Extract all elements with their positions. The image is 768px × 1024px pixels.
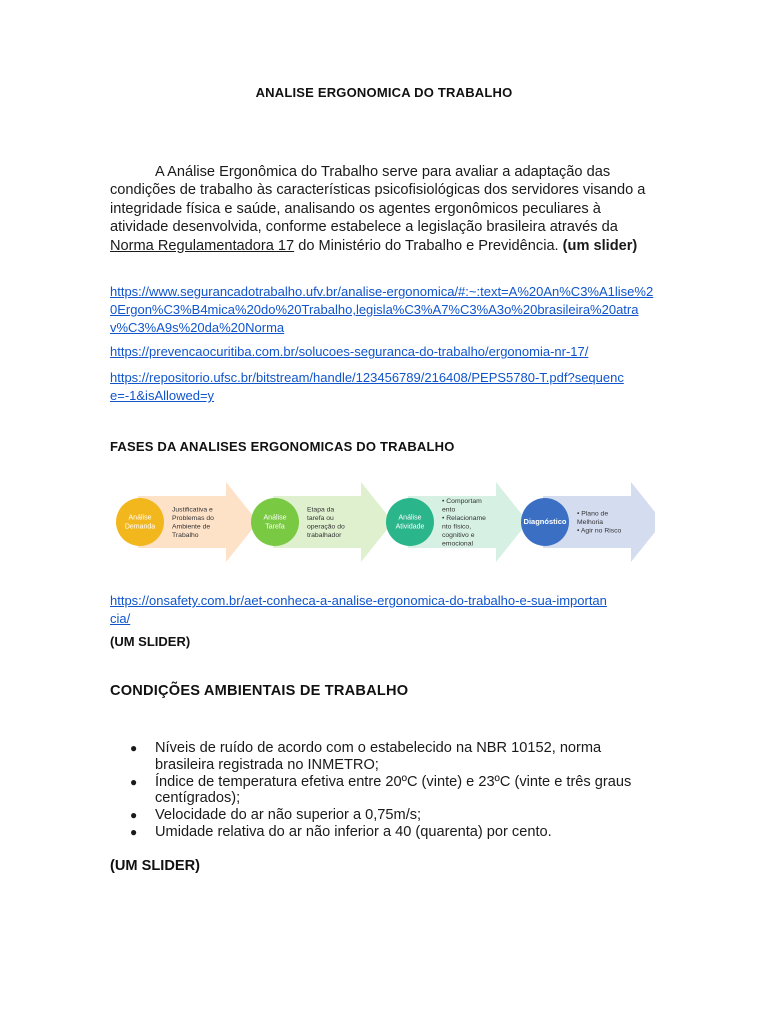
link-ufv[interactable]: https://www.segurancadotrabalho.ufv.br/analise-ergonomica/#:~:text=A%20An%C3%A1lise%20Ergon%C3%B4mica%20do%20Trabalho,legisla%C3%A7%C3%A3o%20brasileira%20atrav%C3%A9s%20da%20Norma xyxy=(110,284,654,335)
link-prevencao-curitiba[interactable]: https://prevencaocuritiba.com.br/solucoes-seguranca-do-trabalho/ergonomia-nr-17/ xyxy=(110,344,589,359)
phase-description: Justificativa e xyxy=(172,506,213,514)
phase-description: cognitivo e xyxy=(442,531,475,539)
intro-slider-note: (um slider) xyxy=(562,237,638,254)
link-block-3 xyxy=(110,369,630,405)
phase-circle xyxy=(251,498,299,546)
phase-description: nto físico, xyxy=(442,523,472,531)
document-title: ANALISE ERGONOMICA DO TRABALHO xyxy=(255,85,513,100)
phase-description: Problemas do xyxy=(172,514,214,522)
condition-text: Índice de temperatura efetiva entre 20ºC (vinte) e 23ºC (vinte e três graus centígrados); xyxy=(155,773,632,807)
phase-description: Melhoria xyxy=(577,519,604,526)
phase-description: • Relacioname xyxy=(442,514,486,522)
phase-description: • Agir no Risco xyxy=(577,527,622,535)
phases-diagram xyxy=(110,478,655,566)
phase-circle-label: Atividade xyxy=(395,523,425,531)
phase-description: Trabalho xyxy=(172,531,199,539)
phase-description: • Plano de xyxy=(577,510,609,518)
list-item xyxy=(130,824,650,841)
phase-description: tarefa ou xyxy=(307,514,334,522)
phase-circle-label: Tarefa xyxy=(265,523,285,531)
phase-circle xyxy=(116,498,164,546)
phase-description: Ambiente de xyxy=(172,523,211,531)
list-item xyxy=(130,740,650,774)
link-onsafety[interactable]: https://onsafety.com.br/aet-conheca-a-analise-ergonomica-do-trabalho-e-sua-importancia/ xyxy=(110,593,607,626)
phase-circle-label: Análise xyxy=(128,514,152,522)
phase-description: • Comportam xyxy=(442,497,482,505)
phase-description: operação do xyxy=(307,523,345,531)
list-item xyxy=(130,774,650,808)
bullet-icon: ● xyxy=(130,824,138,839)
phase-description: trabalhador xyxy=(307,531,342,539)
intro-text-before: A Análise Ergonômica do Trabalho serve para avaliar a adaptação das condições de trabalho às características psicofisiológicas dos servidores visando a integridade física e saúde, analisando os agentes ergonômicos peculiares à atividade desenvolvida, conforme estabelece a legislação brasileira através da xyxy=(110,164,646,236)
link-block-4 xyxy=(110,592,610,628)
conditions-list xyxy=(130,740,650,841)
phase-description: emocional xyxy=(442,540,473,548)
phase-circle-label: Diagnóstico xyxy=(523,517,567,526)
slider-label-2: (UM SLIDER) xyxy=(110,858,200,874)
phase-circle-label: Análise xyxy=(398,514,422,522)
phase-circle-label: Análise xyxy=(263,514,287,522)
bullet-icon: ● xyxy=(130,741,138,755)
link-block-2 xyxy=(110,343,655,361)
phase-circle-label: Demanda xyxy=(124,523,156,531)
link-block-1 xyxy=(110,283,655,337)
list-item xyxy=(130,807,650,824)
slider-label-1: (UM SLIDER) xyxy=(110,634,191,649)
intro-paragraph xyxy=(110,163,655,255)
phases-heading: FASES DA ANALISES ERGONOMICAS DO TRABALHO xyxy=(110,439,455,454)
nr17-reference: Norma Regulamentadora 17 xyxy=(110,237,295,254)
condition-text: Velocidade do ar não superior a 0,75m/s; xyxy=(155,807,422,824)
condition-text: Umidade relativa do ar não inferior a 40 (quarenta) por cento. xyxy=(155,823,552,840)
phase-description: ento xyxy=(442,506,456,514)
conditions-heading: CONDIÇÕES AMBIENTAIS DE TRABALHO xyxy=(110,683,409,699)
link-repositorio-ufsc[interactable]: https://repositorio.ufsc.br/bitstream/handle/123456789/216408/PEPS5780-T.pdf?sequence=-1&isAllowed=y xyxy=(110,370,624,403)
phase-description: Etapa da xyxy=(307,506,335,514)
phase-circle xyxy=(386,498,434,546)
bullet-icon: ● xyxy=(130,774,138,789)
bullet-icon: ● xyxy=(130,808,138,823)
condition-text: Níveis de ruído de acordo com o estabelecido na NBR 10152, norma brasileira registrada no INMETRO; xyxy=(155,740,602,773)
intro-text-after: do Ministério do Trabalho e Previdência. xyxy=(294,237,563,254)
